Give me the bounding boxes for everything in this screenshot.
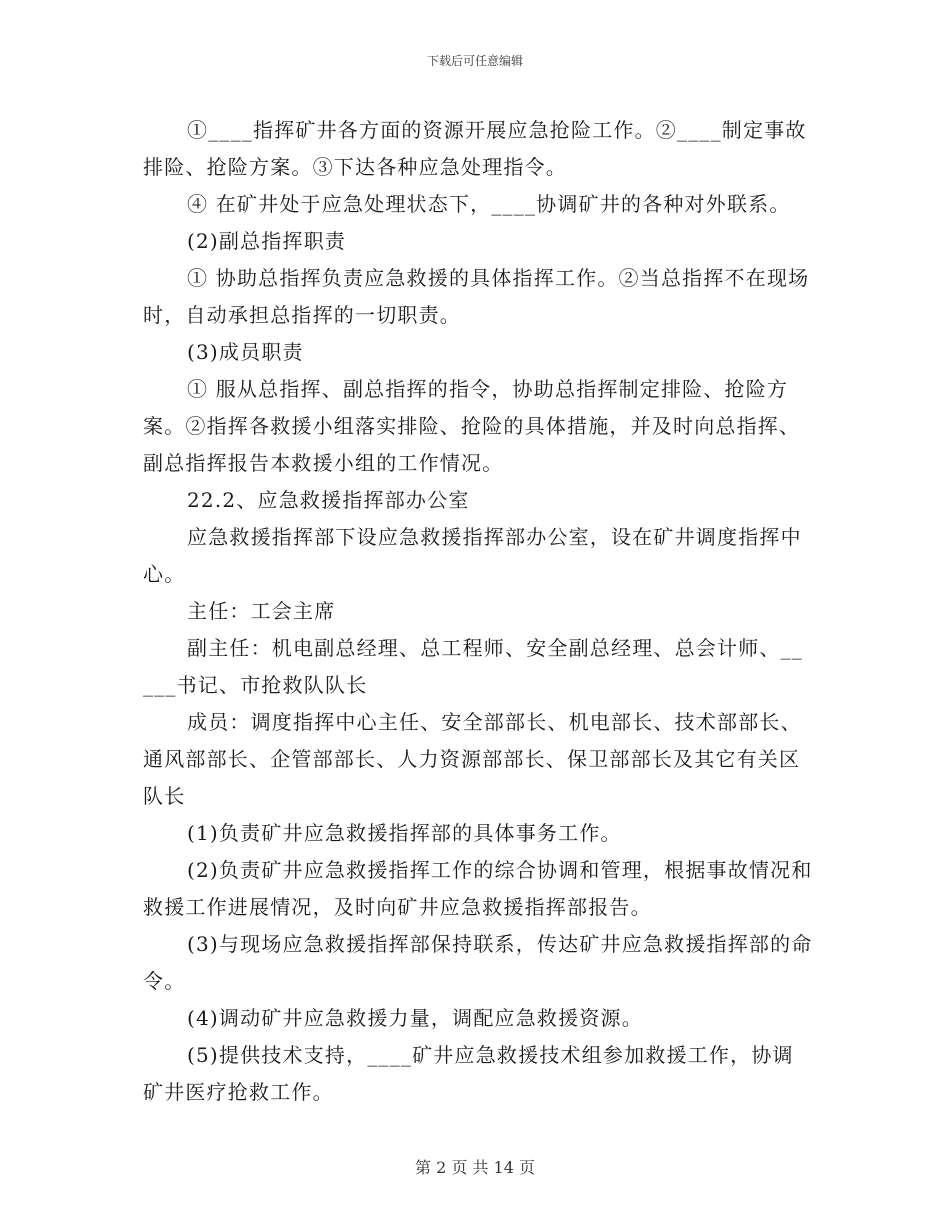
paragraph-deputy-commander-duties: ① 协助总指挥负责应急救援的具体指挥工作。②当总指挥不在现场时，自动承担总指挥的一切职责。 <box>143 266 810 327</box>
paragraph-member-duties: ① 服从总指挥、副总指挥的指令，协助总指挥制定排险、抢险方案。②指挥各救援小组落实排险、抢险的具体措施，并及时向总指挥、副总指挥报告本救援小组的工作情况。 <box>143 377 801 475</box>
paragraph-commander-duties: ①____指挥矿井各方面的资源开展应急抢险工作。②____制定事故排险、抢险方案。③下达各种应急处理指令。 <box>143 118 807 179</box>
heading-member-duties: (3)成员职责 <box>187 340 304 364</box>
paragraph-external-liaison: ④ 在矿井处于应急处理状态下，____协调矿井的各种对外联系。 <box>187 192 791 216</box>
paragraph-deputy-director: 副主任：机电副总经理、总工程师、安全副总经理、总会计师、_____书记、市抢救队队长 <box>143 636 803 697</box>
document-body <box>143 112 813 1111</box>
list-item-2: (2)负责矿井应急救援指挥工作的综合协调和管理，根据事故情况和救援工作进展情况，及时向矿井应急救援指挥部报告。 <box>143 858 813 919</box>
paragraph-office-location: 应急救援指挥部下设应急救援指挥部办公室，设在矿井调度指挥中心。 <box>143 525 802 586</box>
list-item-5: (5)提供技术支持，____矿井应急救援技术组参加救援工作，协调矿井医疗抢救工作。 <box>143 1043 794 1104</box>
heading-deputy-commander-duties: (2)副总指挥职责 <box>187 229 347 253</box>
heading-section-22-2: 22.2、应急救援指挥部办公室 <box>187 488 470 512</box>
page-header-note: 下载后可任意编辑 <box>426 54 523 68</box>
list-item-1: (1)负责矿井应急救援指挥部的具体事务工作。 <box>187 821 622 845</box>
paragraph-director: 主任：工会主席 <box>187 599 336 623</box>
paragraph-members: 成员：调度指挥中心主任、安全部部长、机电部长、技术部部长、通风部部长、企管部部长、人力资源部部长、保卫部部长及其它有关区队长 <box>143 710 802 808</box>
list-item-4: (4)调动矿井应急救援力量，调配应急救援资源。 <box>187 1006 643 1030</box>
list-item-3: (3)与现场应急救援指挥部保持联系，传达矿井应急救援指挥部的命令。 <box>143 932 813 993</box>
page-number: 第 2 页 共 14 页 <box>415 1158 535 1177</box>
